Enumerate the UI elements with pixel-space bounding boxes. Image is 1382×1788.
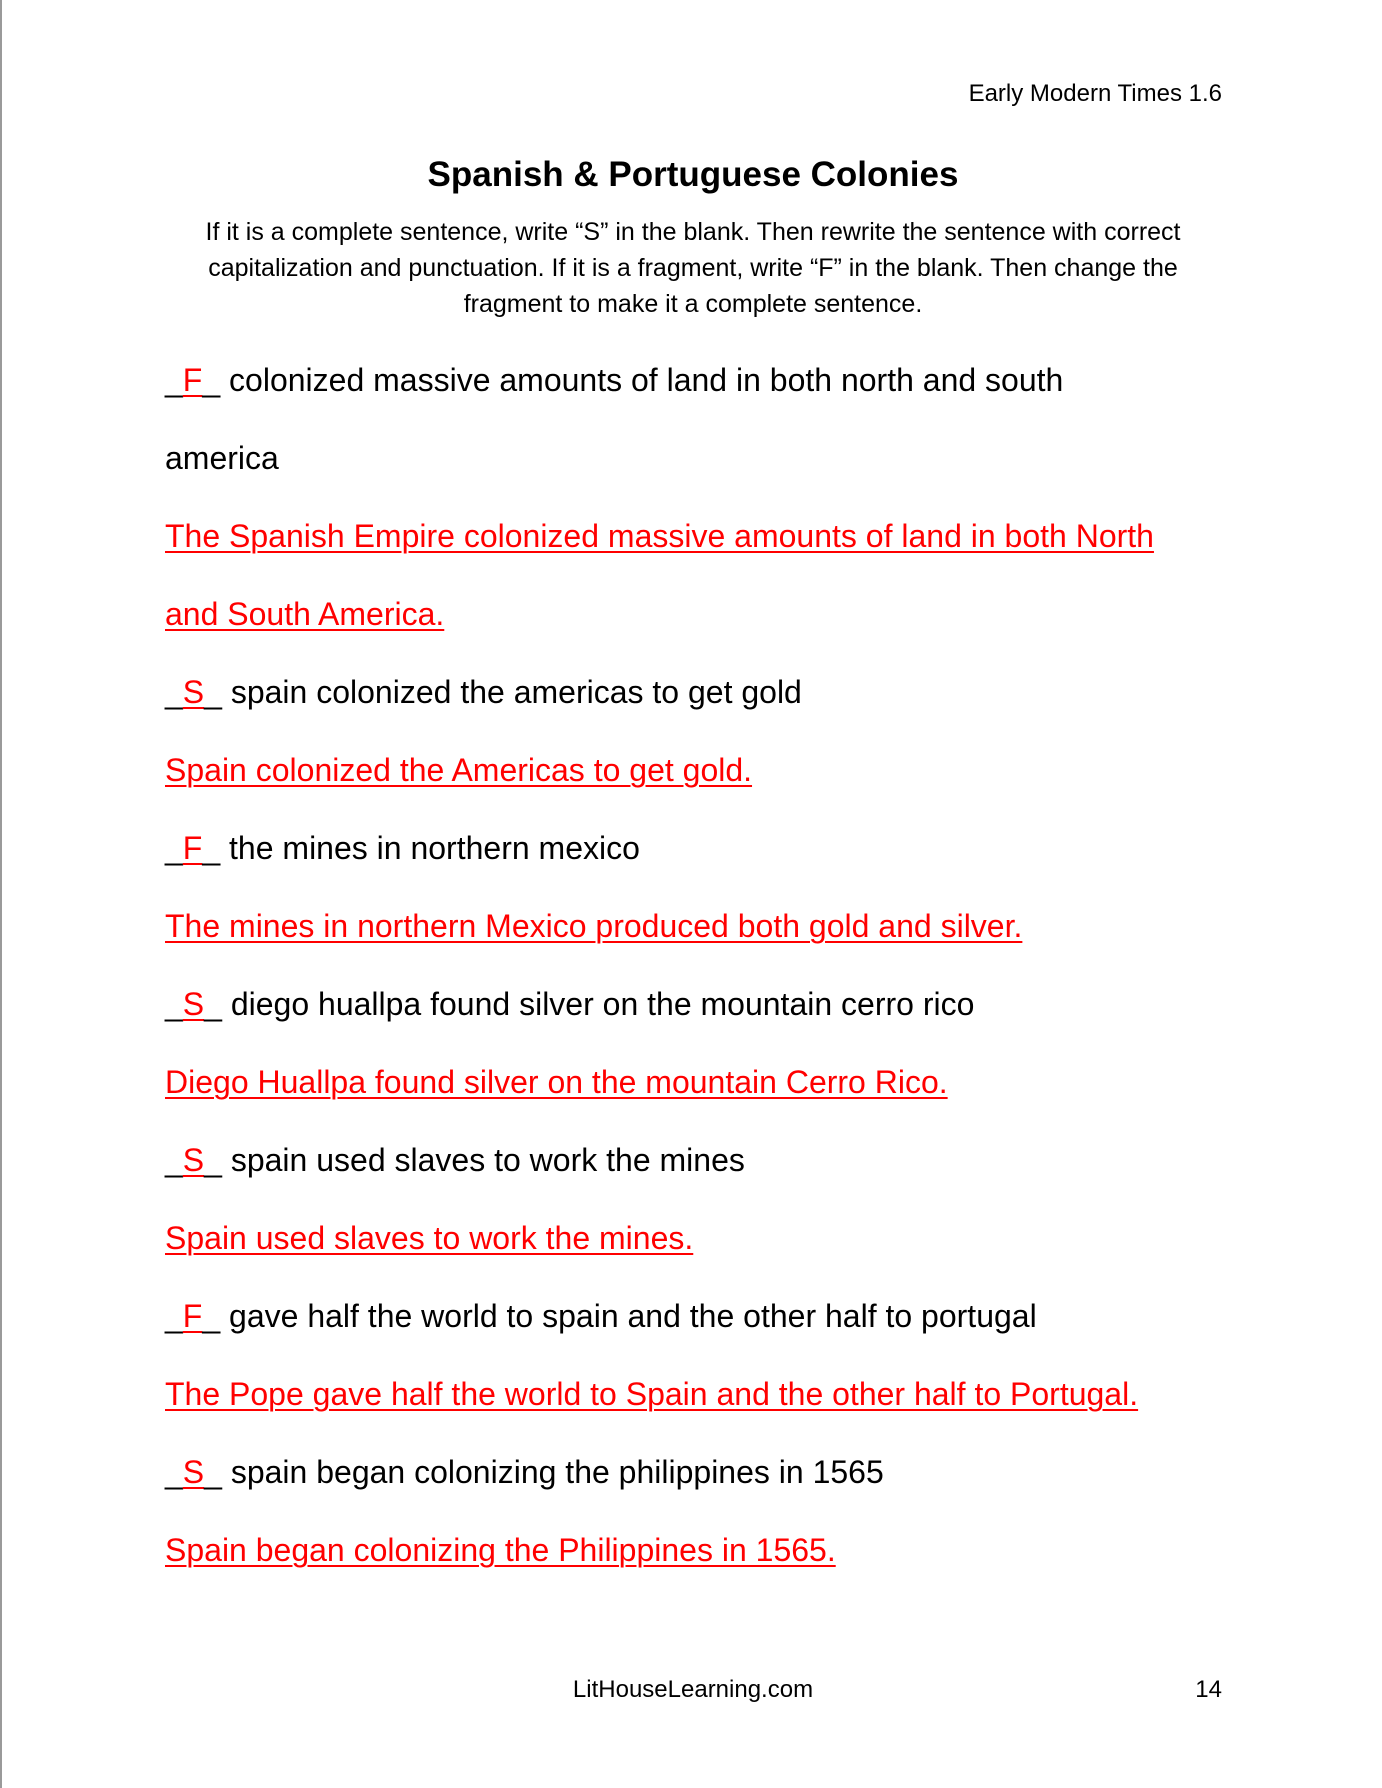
answer-text: Spain colonized the Americas to get gold. bbox=[165, 752, 753, 788]
exercise-prompt bbox=[165, 965, 1245, 1043]
blank-underscore: _ bbox=[202, 1298, 230, 1334]
answer-blank: F bbox=[182, 1298, 203, 1334]
exercise-prompt bbox=[165, 653, 1245, 731]
blank-underscore: _ bbox=[165, 1298, 183, 1334]
blank-underscore: _ bbox=[202, 362, 230, 398]
worksheet-title: Spanish & Portuguese Colonies bbox=[427, 155, 959, 194]
answer-text: Diego Huallpa found silver on the mountain Cerro Rico. bbox=[165, 1064, 948, 1100]
prompt-text: spain began colonizing the philippines in 1565 bbox=[230, 1454, 884, 1490]
unit-header: Early Modern Times 1.6 bbox=[968, 80, 1222, 107]
page-number: 14 bbox=[1195, 1676, 1222, 1703]
exercise-answer bbox=[165, 1355, 1245, 1433]
blank-underscore: _ bbox=[165, 1142, 183, 1178]
exercise-prompt bbox=[165, 1433, 1245, 1511]
prompt-text: diego huallpa found silver on the mountain cerro rico bbox=[230, 986, 975, 1022]
answer-blank: S bbox=[182, 986, 205, 1022]
answer-text: The mines in northern Mexico produced both gold and silver. bbox=[165, 908, 1023, 944]
blank-underscore: _ bbox=[204, 674, 231, 710]
answer-text: Spain used slaves to work the mines. bbox=[165, 1220, 694, 1256]
blank-underscore: _ bbox=[165, 674, 183, 710]
blank-underscore: _ bbox=[202, 830, 230, 866]
prompt-text: spain used slaves to work the mines bbox=[230, 1142, 745, 1178]
prompt-text: america bbox=[165, 440, 279, 476]
blank-underscore: _ bbox=[165, 986, 183, 1022]
exercise-answer bbox=[165, 497, 1245, 575]
exercise-answer bbox=[165, 1043, 1245, 1121]
exercise-answer bbox=[165, 731, 1245, 809]
exercise-answer bbox=[165, 1199, 1245, 1277]
exercise-prompt-continued bbox=[165, 419, 1245, 497]
exercise-list bbox=[165, 341, 1245, 1589]
answer-blank: S bbox=[182, 674, 205, 710]
prompt-text: spain colonized the americas to get gold bbox=[230, 674, 802, 710]
prompt-text: gave half the world to spain and the other half to portugal bbox=[229, 1298, 1037, 1334]
blank-underscore: _ bbox=[204, 986, 231, 1022]
answer-text: The Spanish Empire colonized massive amounts of land in both North bbox=[165, 518, 1154, 554]
answer-text: The Pope gave half the world to Spain and the other half to Portugal. bbox=[165, 1376, 1139, 1412]
blank-underscore: _ bbox=[165, 830, 183, 866]
answer-blank: F bbox=[182, 830, 203, 866]
prompt-text: the mines in northern mexico bbox=[229, 830, 640, 866]
footer-website: LitHouseLearning.com bbox=[572, 1676, 814, 1703]
exercise-prompt bbox=[165, 1121, 1245, 1199]
blank-underscore: _ bbox=[165, 1454, 183, 1490]
exercise-prompt bbox=[165, 809, 1245, 887]
blank-underscore: _ bbox=[204, 1454, 231, 1490]
exercise-answer bbox=[165, 1511, 1245, 1589]
instructions: If it is a complete sentence, write “S” in the blank. Then rewrite the sentence with correct capitalization and punctuation. If it is a fragment, write “F” in the blank. Then change the fragment to make it a complete sentence. bbox=[205, 218, 1181, 318]
exercise-prompt bbox=[165, 1277, 1245, 1355]
answer-blank: S bbox=[182, 1454, 205, 1490]
answer-blank: S bbox=[182, 1142, 205, 1178]
prompt-text: colonized massive amounts of land in both north and south bbox=[229, 362, 1064, 398]
exercise-answer bbox=[165, 887, 1245, 965]
blank-underscore: _ bbox=[204, 1142, 231, 1178]
answer-blank: F bbox=[182, 362, 203, 398]
answer-text: Spain began colonizing the Philippines in 1565. bbox=[165, 1532, 836, 1568]
blank-underscore: _ bbox=[165, 362, 183, 398]
answer-text: and South America. bbox=[165, 596, 445, 632]
exercise-answer bbox=[165, 575, 1245, 653]
exercise-prompt bbox=[165, 341, 1245, 419]
